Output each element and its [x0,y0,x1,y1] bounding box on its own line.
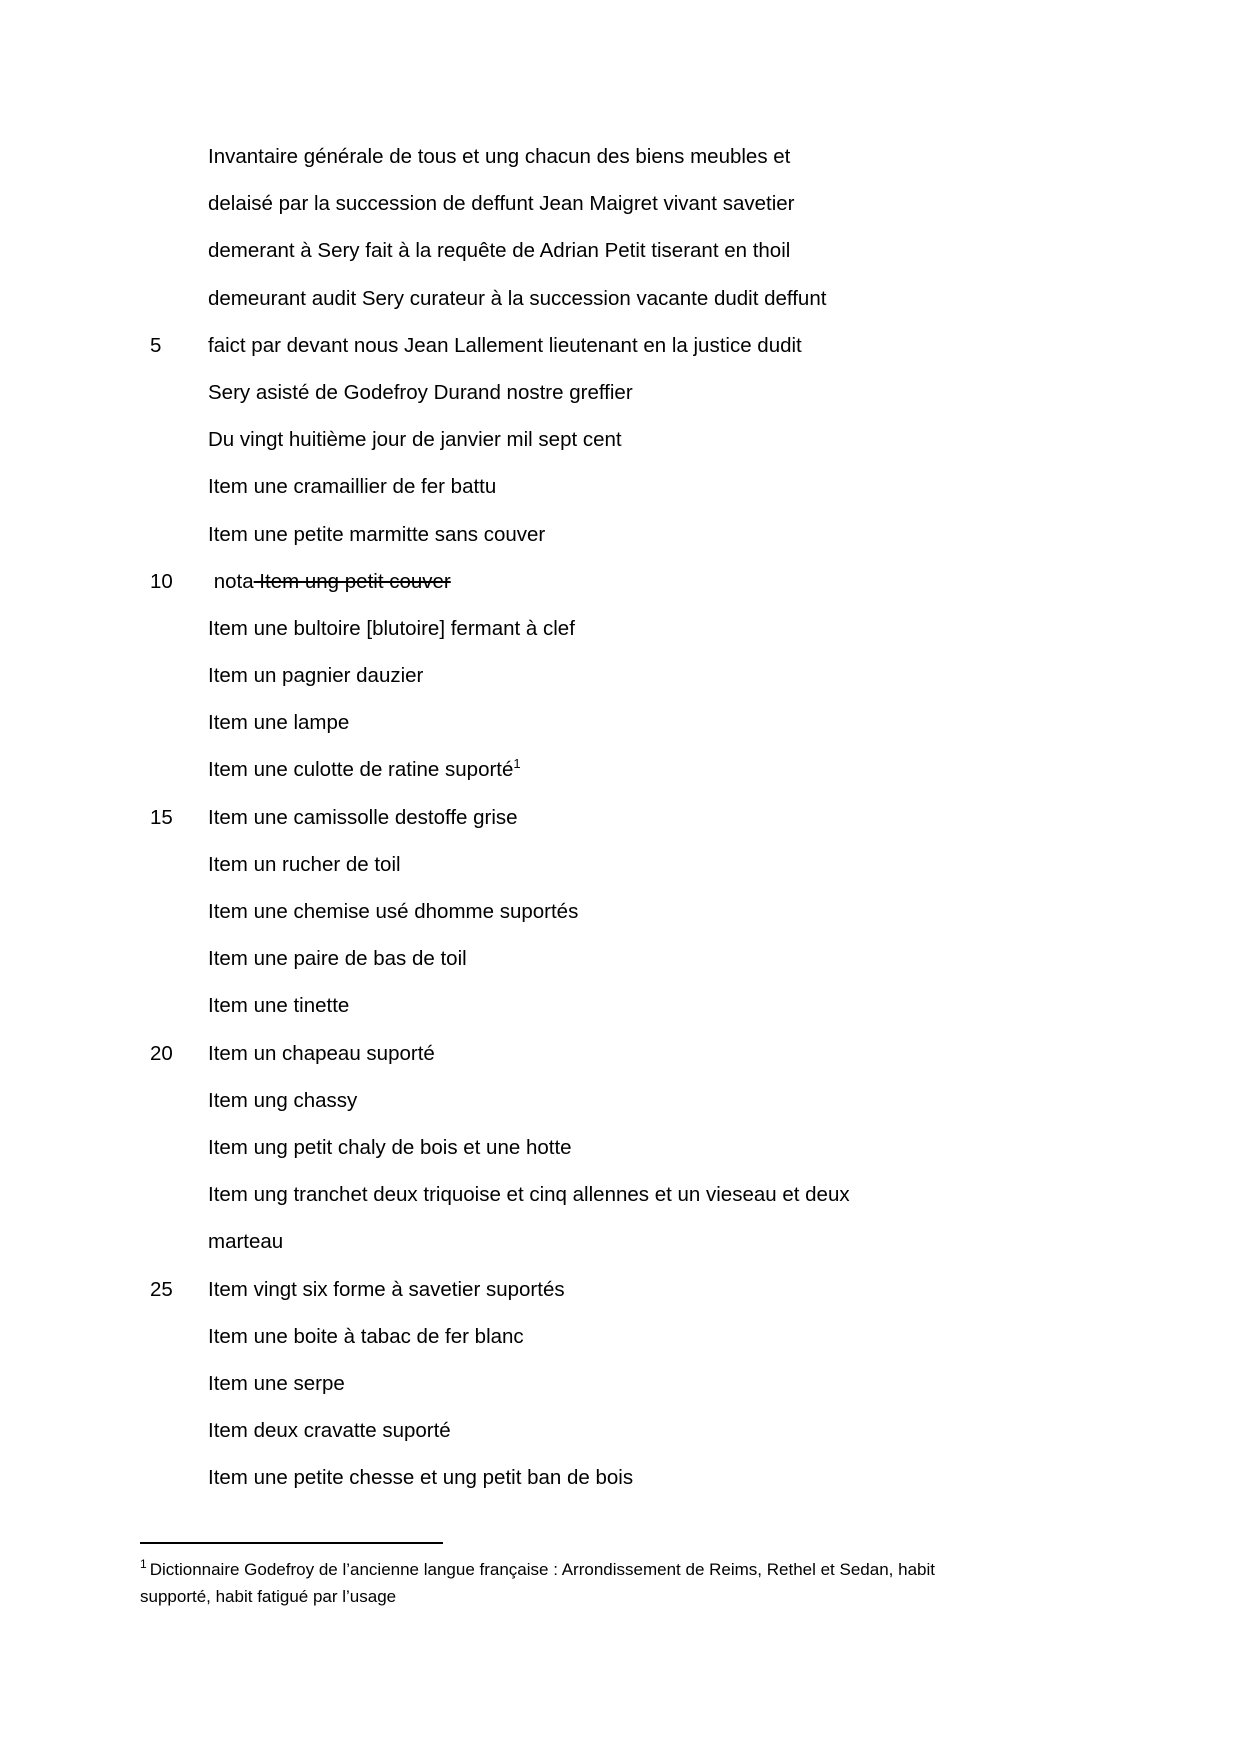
text-line [150,1077,1119,1124]
footnote-text: supporté, habit fatigué par l’usage [140,1587,397,1606]
line-text: Item une serpe [208,1371,345,1395]
footnote-line-2 [140,1583,1120,1610]
line-text: Item deux cravatte suporté [208,1419,451,1443]
line-text: Du vingt huitième jour de janvier mil sept cent [208,428,622,452]
line-number: 25 [150,1277,173,1301]
line-text: Item une camissolle destoffe grise [208,805,518,829]
text-line [150,180,1119,227]
text-line [150,1360,1119,1407]
line-text: demeurant audit Sery curateur à la succession vacante dudit deffunt [208,286,827,310]
line-text: Item une culotte de ratine suporté [208,758,514,782]
footnote-line-1 [140,1556,1120,1583]
line-text: Item ung petit chaly de bois et une hotte [208,1135,572,1159]
text-line-with-footnote-ref [150,746,1119,793]
text-line [150,463,1119,510]
line-number: 10 [150,569,173,593]
line-text: Item un rucher de toil [208,852,401,876]
text-line [150,1454,1119,1501]
text-line [150,699,1119,746]
line-text: Item une petite marmitte sans couver [208,522,546,546]
text-line [150,1171,1119,1218]
text-line [150,133,1119,180]
line-text: Item une tinette [208,994,350,1018]
line-text: Sery asisté de Godefroy Durand nostre greffier [208,380,633,404]
text-line [150,275,1119,322]
line-number: 5 [150,333,162,357]
text-line [150,1124,1119,1171]
line-text: Item une chemise usé dhomme suportés [208,900,579,923]
text-line [150,511,1119,558]
text-line [150,1030,1119,1077]
footnote [140,1556,1120,1610]
transcription-body [150,133,1119,1501]
line-text: Item une bultoire [blutoire] fermant à clef [208,616,575,640]
footnote-reference-mark: 1 [513,756,521,772]
text-line-with-strikethrough [150,558,1119,605]
text-line [150,841,1119,888]
line-text: Item un pagnier dauzier [208,664,424,688]
text-line [150,1266,1119,1313]
line-text: Item une lampe [208,711,350,735]
footnote-separator-rule [140,1542,443,1544]
text-line [150,1218,1119,1265]
line-text: demerant à Sery fait à la requête de Adrian Petit tiserant en thoil [208,239,791,263]
line-text: Item ung chassy [208,1088,358,1112]
text-line [150,1313,1119,1360]
line-text: Item vingt six forme à savetier suportés [208,1277,565,1301]
footnote-text: Dictionnaire Godefroy de l’ancienne langue française : Arrondissement de Reims, Rethel et Sedan, habit [149,1560,935,1579]
line-text: Item ung tranchet deux triquoise et cinq allennes et un vieseau et deux [208,1183,850,1207]
line-text: marteau [208,1230,284,1254]
struck-item-text: Item ung petit couver [253,569,451,593]
line-text: nota [208,569,254,593]
text-line [150,935,1119,982]
text-line [150,416,1119,463]
line-text: Item une petite chesse et ung petit ban de bois [208,1466,634,1490]
line-text: Invantaire générale de tous et ung chacun des biens meubles et [208,145,791,168]
text-line [150,322,1119,369]
text-line [150,888,1119,935]
line-text: Item une boite à tabac de fer blanc [208,1324,524,1348]
text-line [150,652,1119,699]
line-text: Item un chapeau suporté [208,1041,435,1065]
line-text: Item une cramaillier de fer battu [208,475,497,499]
footnote-marker: 1 [140,1557,147,1572]
line-text: delaisé par la succession de deffunt Jean Maigret vivant savetier [208,192,795,216]
text-line [150,982,1119,1029]
line-text: Item une paire de bas de toil [208,947,467,971]
line-number: 15 [150,805,173,829]
text-line [150,1407,1119,1454]
line-text: faict par devant nous Jean Lallement lieutenant en la justice dudit [208,333,802,357]
line-number: 20 [150,1041,173,1065]
text-line [150,794,1119,841]
text-line [150,605,1119,652]
text-line [150,227,1119,274]
text-line [150,369,1119,416]
